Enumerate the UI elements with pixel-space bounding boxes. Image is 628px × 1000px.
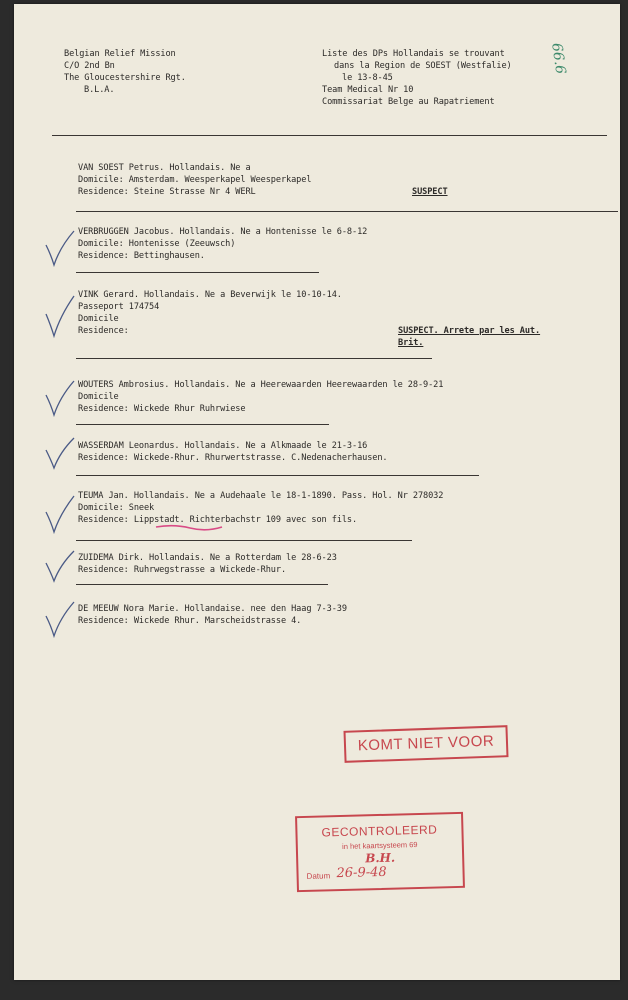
stamp-line-2: in het kaartsysteem 69 [341, 840, 418, 851]
entry-1-line-3: Residence: Steine Strasse Nr 4 WERL [78, 187, 256, 197]
check-mark-icon [42, 600, 76, 640]
check-mark-icon [42, 294, 76, 340]
entry-2-line-2: Domicile: Hontenisse (Zeeuwsch) [78, 239, 236, 249]
entry-4-line-1: WOUTERS Ambrosius. Hollandais. Ne a Heerewaarden Heerewaarden le 28-9-21 [78, 380, 444, 390]
komt-niet-voor-stamp: KOMT NIET VOOR [343, 725, 508, 763]
check-mark-icon [42, 229, 76, 269]
header-right-line-3: le 13-8-45 [342, 73, 393, 83]
entry-6-divider [76, 540, 412, 541]
entry-6-line-2: Domicile: Sneek [78, 503, 155, 513]
check-mark-icon [42, 549, 76, 585]
entry-3-divider [76, 358, 432, 359]
entry-1-divider [76, 211, 618, 212]
header-left-line-3: The Gloucestershire Rgt. [64, 73, 186, 83]
header-left-line-4: B.L.A. [84, 85, 115, 95]
entry-2-line-3: Residence: Bettinghausen. [78, 251, 205, 261]
entry-5-line-1: WASSERDAM Leonardus. Hollandais. Ne a Alkmaade le 21-3-16 [78, 441, 368, 451]
check-mark-icon [42, 379, 76, 419]
entry-5-divider [76, 475, 479, 476]
entry-1-note: SUSPECT [412, 187, 448, 197]
header-left-line-2: C/O 2nd Bn [64, 61, 115, 71]
entry-1-line-1: VAN SOEST Petrus. Hollandais. Ne a [78, 163, 251, 173]
entry-3-line-2: Passeport 174754 [78, 302, 160, 312]
entry-3-note-2: Brit. [398, 338, 424, 348]
entry-8-line-2: Residence: Wickede Rhur. Marscheidstrasse 4. [78, 616, 302, 626]
check-mark-icon [42, 436, 76, 472]
entry-3-line-4: Residence: [78, 326, 129, 336]
entry-6-line-3: Residence: Lippstadt. Richterbachstr 109 avec son fils. [78, 515, 358, 525]
header-left-line-1: Belgian Relief Mission [64, 49, 176, 59]
check-mark-icon [42, 494, 76, 536]
entry-3-note: SUSPECT. Arrete par les Aut. [398, 326, 541, 336]
entry-3-line-3: Domicile [78, 314, 119, 324]
document-page [14, 4, 620, 980]
header-right-line-1: Liste des DPs Hollandais se trouvant [322, 49, 505, 59]
header-right-line-2: dans la Region de SOEST (Westfalie) [334, 61, 512, 71]
entry-4-line-2: Domicile [78, 392, 119, 402]
entry-8-line-1: DE MEEUW Nora Marie. Hollandaise. nee den Haag 7-3-39 [78, 604, 347, 614]
pink-underline-mark [154, 523, 224, 531]
gecontroleerd-stamp [295, 812, 465, 892]
entry-3-line-1: VINK Gerard. Hollandais. Ne a Beverwijk le 10-10-14. [78, 290, 342, 300]
stamp-datum-label: Datum [306, 871, 331, 881]
stamp-initials: B.H. [365, 850, 396, 866]
stamp-title: GECONTROLEERD [321, 822, 438, 840]
entry-6-line-1: TEUMA Jan. Hollandais. Ne a Audehaale le 18-1-1890. Pass. Hol. Nr 278032 [78, 491, 444, 501]
entry-7-line-2: Residence: Ruhrwegstrasse a Wickede-Rhur. [78, 565, 287, 575]
entry-7-line-1: ZUIDEMA Dirk. Hollandais. Ne a Rotterdam le 28-6-23 [78, 553, 337, 563]
header-right-line-5: Commissariat Belge au Rapatriement [322, 97, 495, 107]
entry-7-divider [76, 584, 328, 585]
header-right-line-4: Team Medical Nr 10 [322, 85, 414, 95]
entry-1-line-2: Domicile: Amsterdam. Weesperkapel Weesperkapel [78, 175, 312, 185]
entry-2-line-1: VERBRUGGEN Jacobus. Hollandais. Ne a Hontenisse le 6-8-12 [78, 227, 368, 237]
entry-4-divider [76, 424, 329, 425]
header-divider [52, 135, 607, 136]
entry-2-divider [76, 272, 319, 273]
stamp-datum-value: 26-9-48 [336, 864, 387, 882]
reference-number: 66.6 [548, 42, 569, 76]
entry-5-line-2: Residence: Wickede-Rhur. Rhurwertstrasse. C.Nedenacherhausen. [78, 453, 388, 463]
entry-4-line-3: Residence: Wickede Rhur Ruhrwiese [78, 404, 246, 414]
